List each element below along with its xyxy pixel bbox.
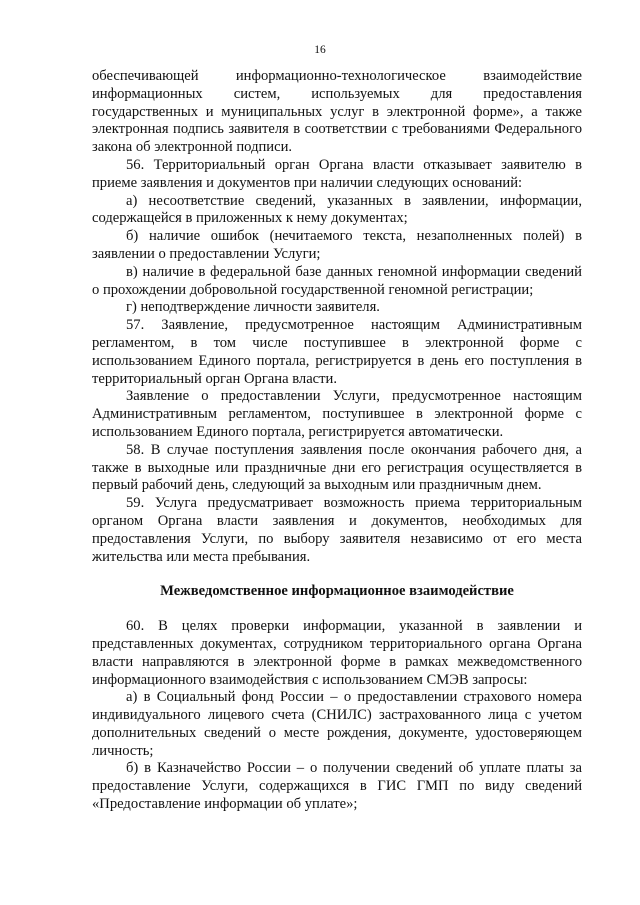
paragraph-57: 57. Заявление, предусмотренное настоящим Административным регламентом, в том числе поступившее в электронной форме с использованием Единого портала, регистрируется в день его поступления в территориальный орган Органа власти. <box>92 317 582 387</box>
paragraph-56-v: в) наличие в федеральной базе данных геномной информации сведений о прохождении добровольной государственной геномной регистрации; <box>92 263 582 298</box>
paragraph-continuation: обеспечивающей информационно-технологическое взаимодействие информационных систем, используемых для предоставления государственных и муниципальных услуг в электронной форме», а также электронная подпись заявителя в соответствии с требованиями Федерального закона об электронной подписи. <box>92 68 582 156</box>
paragraph-60-a: а) в Социальный фонд России – о предоставлении страхового номера индивидуального лицевого счета (СНИЛС) застрахованного лица с учетом дополнительных сведений о месте рождения, документе, удостоверяющем личность; <box>92 689 582 759</box>
paragraph-58: 58. В случае поступления заявления после окончания рабочего дня, а также в выходные или праздничные дни его регистрация осуществляется в первый рабочий день, следующий за выходным или праздничным днем. <box>92 441 582 494</box>
paragraph-60: 60. В целях проверки информации, указанной в заявлении и представленных документах, сотрудником территориального органа Органа власти направляются в электронной форме в рамках межведомственного информационного взаимодействия с использованием СМЭВ запросы: <box>92 618 582 688</box>
paragraph-56-b: б) наличие ошибок (нечитаемого текста, незаполненных полей) в заявлении о предоставлении Услуги; <box>92 228 582 262</box>
paragraph-56-g: г) неподтверждение личности заявителя. <box>126 299 380 316</box>
document-body <box>92 68 582 814</box>
paragraph-57-second: Заявление о предоставлении Услуги, предусмотренное настоящим Административным регламентом, поступившее в электронной форме с использованием Единого портала, регистрируется автоматически. <box>92 388 582 440</box>
paragraph-56: 56. Территориальный орган Органа власти отказывает заявителю в приеме заявления и документов при наличии следующих оснований: <box>92 156 582 191</box>
paragraph-56-a: а) несоответствие сведений, указанных в заявлении, информации, содержащейся в приложенных к нему документах; <box>92 192 582 227</box>
page-number: 16 <box>314 44 326 56</box>
paragraph-60-b: б) в Казначейство России – о получении сведений об уплате платы за предоставление Услуги, содержащихся в ГИС ГМП по виду сведений «Предоставление информации об уплате»; <box>92 760 582 813</box>
paragraph-59: 59. Услуга предусматривает возможность приема территориальным органом Органа власти заявления и документов, необходимых для предоставления Услуги, по выбору заявителя независимо от его места жительства или места пребывания. <box>92 495 582 565</box>
section-spacer <box>92 566 582 583</box>
section-heading: Межведомственное информационное взаимодействие <box>160 583 514 600</box>
section-spacer <box>92 601 582 618</box>
